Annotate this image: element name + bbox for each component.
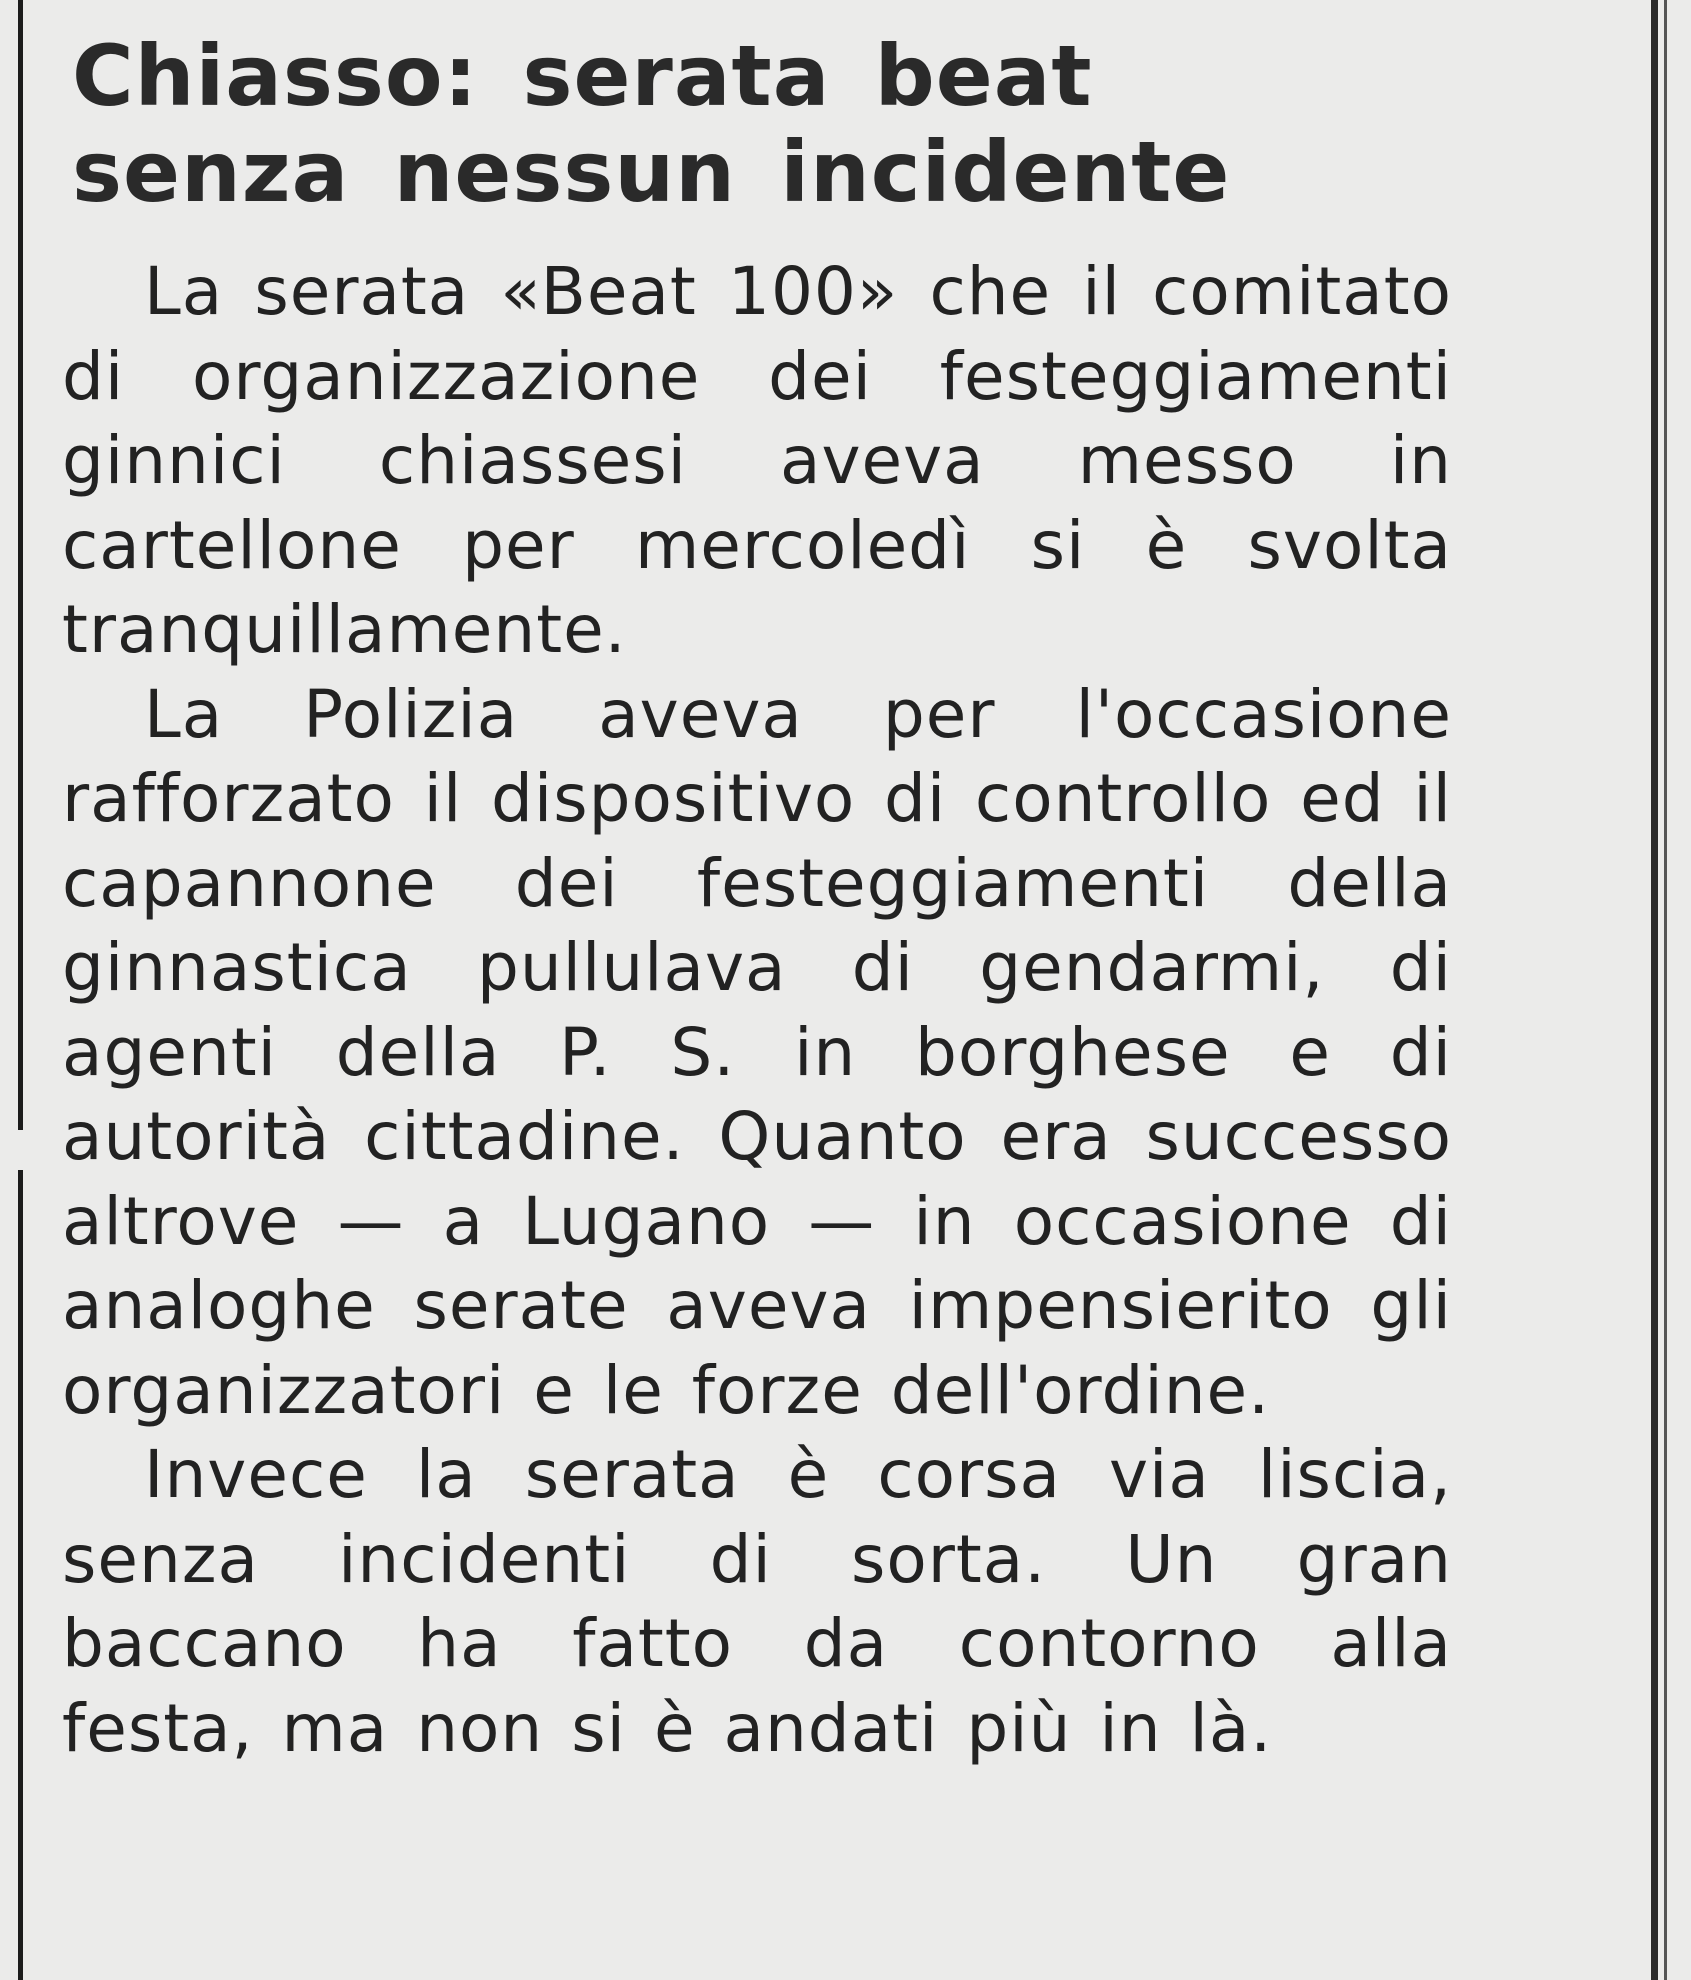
headline-line-1: Chiasso: serata beat	[72, 27, 1093, 125]
paragraph-3: Invece la serata è corsa via liscia, senza incidenti di sorta. Un gran baccano ha fatto da contorno alla festa, ma non si è andati più in là.	[62, 1436, 1452, 1767]
article-body	[62, 250, 1452, 1771]
paragraph-1: La serata «Beat 100» che il comitato di organizzazione dei festeggiamenti ginnici chiassesi aveva messo in cartellone per mercoledì si è svolta tranquillamente.	[62, 253, 1452, 668]
paragraph-2: La Polizia aveva per l'occasione rafforzato il dispositivo di controllo ed il capannone dei festeggiamenti della ginnastica pullulava di gendarmi, di agenti della P. S. in borghese e di autorità cittadine. Quanto era successo altrove — a Lugano — in occasione di analoghe serate aveva impensierito gli organizzatori e le forze dell'ordine.	[62, 675, 1452, 1429]
right-outer-rule	[1664, 0, 1667, 1980]
right-column-rule	[1651, 0, 1658, 1980]
article-headline	[72, 28, 1452, 220]
left-rule-gap	[16, 1130, 25, 1170]
left-column-rule	[18, 0, 23, 1980]
headline-line-2: senza nessun incidente	[72, 123, 1231, 221]
article	[62, 28, 1452, 1771]
